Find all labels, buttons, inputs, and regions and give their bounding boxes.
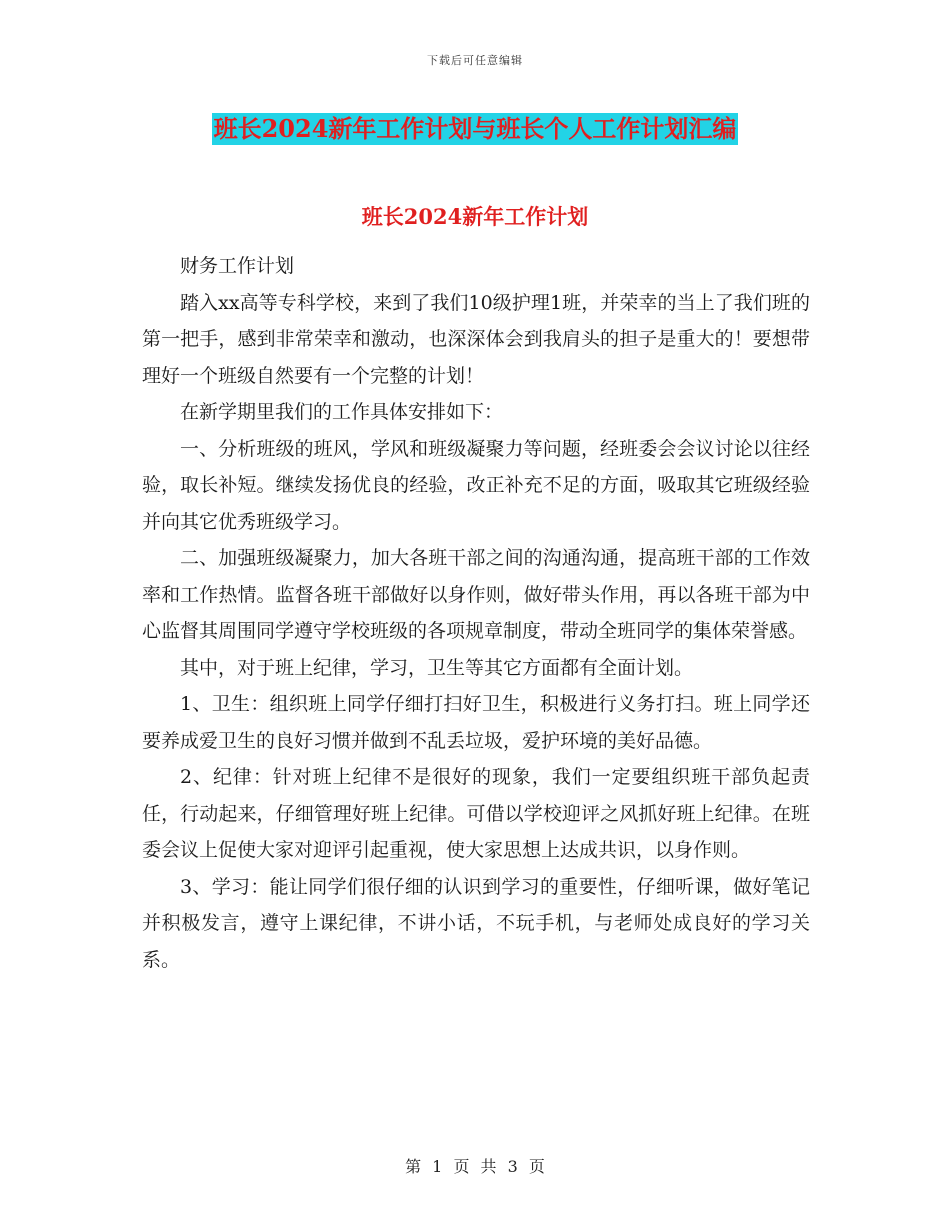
section-title: 班长2024新年工作计划	[361, 204, 589, 229]
paragraph: 3、学习：能让同学们很仔细的认识到学习的重要性，仔细听课，做好笔记并积极发言，遵守上课纪律，不讲小话，不玩手机，与老师处成良好的学习关系。	[142, 875, 810, 971]
document-title: 班长2024新年工作计划与班长个人工作计划汇编	[213, 114, 737, 143]
paragraph: 2、纪律：针对班上纪律不是很好的现象，我们一定要组织班干部负起责任，行动起来，仔细管理好班上纪律。可借以学校迎评之风抓好班上纪律。在班委会议上促使大家对迎评引起重视，使大家思想上达成共识，以身作则。	[142, 766, 810, 861]
paragraph: 二、加强班级凝聚力，加大各班干部之间的沟通沟通，提高班干部的工作效率和工作热情。监督各班干部做好以身作则，做好带头作用，再以各班干部为中心监督其周围同学遵守学校班级的各项规章制度，带动全班同学的集体荣誉感。	[142, 547, 810, 642]
paragraph: 财务工作计划	[180, 255, 295, 277]
paragraph: 一、分析班级的班风，学风和班级凝聚力等问题，经班委会会议讨论以往经验，取长补短。继续发扬优良的经验，改正补充不足的方面，吸取其它班级经验并向其它优秀班级学习。	[142, 437, 810, 533]
page-number-footer: 第 1 页 共 3 页	[405, 1157, 545, 1176]
paragraph: 踏入xx高等专科学校，来到了我们10级护理1班，并荣幸的当上了我们班的第一把手，感到非常荣幸和激动，也深深体会到我肩头的担子是重大的！要想带理好一个班级自然要有一个完整的计划！	[142, 291, 810, 387]
document-body	[142, 248, 810, 978]
page-header-note: 下载后可任意编辑	[427, 54, 523, 67]
paragraph: 1、卫生：组织班上同学仔细打扫好卫生，积极进行义务打扫。班上同学还要养成爱卫生的良好习惯并做到不乱丢垃圾，爱护环境的美好品德。	[142, 693, 810, 752]
document-title-container	[0, 113, 950, 145]
paragraph: 其中，对于班上纪律，学习，卫生等其它方面都有全面计划。	[180, 656, 694, 679]
paragraph: 在新学期里我们的工作具体安排如下：	[180, 401, 504, 423]
